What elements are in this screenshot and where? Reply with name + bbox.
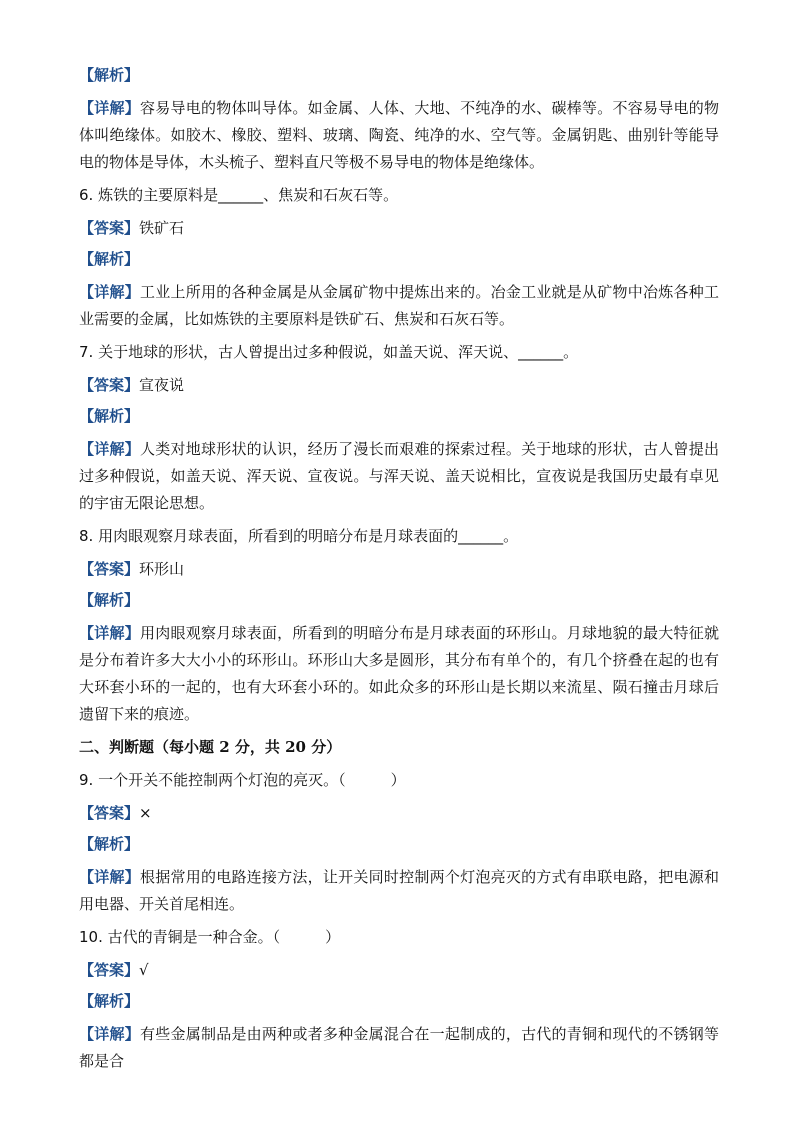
analysis-line — [79, 62, 719, 89]
detail-tag: 【详解】 — [79, 283, 140, 301]
analysis-line — [79, 831, 719, 858]
detail-paragraph-9 — [79, 864, 719, 918]
answer-tag: 【答案】 — [79, 219, 140, 237]
answer-line-9 — [79, 800, 719, 827]
question-10: 10. 古代的青铜是一种合金。（ ） — [79, 928, 341, 946]
detail-paragraph-6 — [79, 279, 719, 333]
detail-text-7: 人类对地球形状的认识，经历了漫长而艰难的探索过程。关于地球的形状，古人曾提出过多种假说，如盖天说、浑天说、宣夜说。与浑天说、盖天说相比，宣夜说是我国历史最有卓见的宇宙无限论思想。 — [79, 440, 719, 512]
question-6: 6. 炼铁的主要原料是______、焦炭和石灰石等。 — [79, 186, 399, 204]
question-9: 9. 一个开关不能控制两个灯泡的亮灭。（ ） — [79, 771, 406, 789]
analysis-tag: 【解析】 — [79, 66, 140, 84]
section-heading: 二、判断题（每小题 2 分，共 20 分） — [79, 738, 342, 756]
answer-line-8 — [79, 556, 719, 583]
analysis-tag: 【解析】 — [79, 250, 140, 268]
analysis-line — [79, 246, 719, 273]
answer-text-7: 宣夜说 — [139, 376, 185, 394]
answer-text-8: 环形山 — [139, 560, 185, 578]
detail-text-8: 用肉眼观察月球表面，所看到的明暗分布是月球表面的环形山。月球地貌的最大特征就是分布着许多大大小小的环形山。环形山大多是圆形，其分布有单个的，有几个挤叠在起的也有大环套小环的一起的，也有大环套小环的。如此众多的环形山是长期以来流星、陨石撞击月球后遗留下来的痕迹。 — [79, 624, 719, 723]
analysis-tag: 【解析】 — [79, 407, 140, 425]
analysis-line — [79, 587, 719, 614]
answer-tag: 【答案】 — [79, 560, 140, 578]
answer-text-10: √ — [139, 961, 149, 979]
detail-paragraph-7 — [79, 436, 719, 517]
question-8: 8. 用肉眼观察月球表面，所看到的明暗分布是月球表面的______。 — [79, 527, 519, 545]
answer-line-10 — [79, 957, 719, 984]
detail-text-10: 有些金属制品是由两种或者多种金属混合在一起制成的，古代的青铜和现代的不锈钢等都是合 — [79, 1025, 719, 1070]
detail-text: 容易导电的物体叫导体。如金属、人体、大地、不纯净的水、碳棒等。不容易导电的物体叫绝缘体。如胶木、橡胶、塑料、玻璃、陶瓷、纯净的水、空气等。金属钥匙、曲别针等能导电的物体是导体，木头梳子、塑料直尺等极不易导电的物体是绝缘体。 — [79, 99, 719, 171]
answer-line-7 — [79, 372, 719, 399]
detail-tag: 【详解】 — [79, 99, 140, 117]
analysis-tag: 【解析】 — [79, 591, 140, 609]
answer-text-6: 铁矿石 — [139, 219, 185, 237]
question-7: 7. 关于地球的形状，古人曾提出过多种假说，如盖天说、浑天说、______。 — [79, 343, 579, 361]
answer-tag: 【答案】 — [79, 804, 140, 822]
detail-tag: 【详解】 — [79, 624, 140, 642]
detail-tag: 【详解】 — [79, 868, 140, 886]
analysis-tag: 【解析】 — [79, 835, 140, 853]
detail-paragraph-8 — [79, 620, 719, 728]
answer-tag: 【答案】 — [79, 961, 140, 979]
detail-tag: 【详解】 — [79, 1025, 140, 1043]
detail-paragraph-10 — [79, 1021, 719, 1075]
detail-tag: 【详解】 — [79, 440, 140, 458]
analysis-tag: 【解析】 — [79, 992, 140, 1010]
answer-line-6 — [79, 215, 719, 242]
document-content — [79, 62, 719, 1081]
answer-tag: 【答案】 — [79, 376, 140, 394]
detail-text-6: 工业上所用的各种金属是从金属矿物中提炼出来的。冶金工业就是从矿物中冶炼各种工业需要的金属，比如炼铁的主要原料是铁矿石、焦炭和石灰石等。 — [79, 283, 719, 328]
answer-text-9: × — [139, 804, 152, 822]
detail-paragraph — [79, 95, 719, 176]
analysis-line — [79, 403, 719, 430]
analysis-line — [79, 988, 719, 1015]
detail-text-9: 根据常用的电路连接方法，让开关同时控制两个灯泡亮灭的方式有串联电路，把电源和用电器、开关首尾相连。 — [79, 868, 719, 913]
